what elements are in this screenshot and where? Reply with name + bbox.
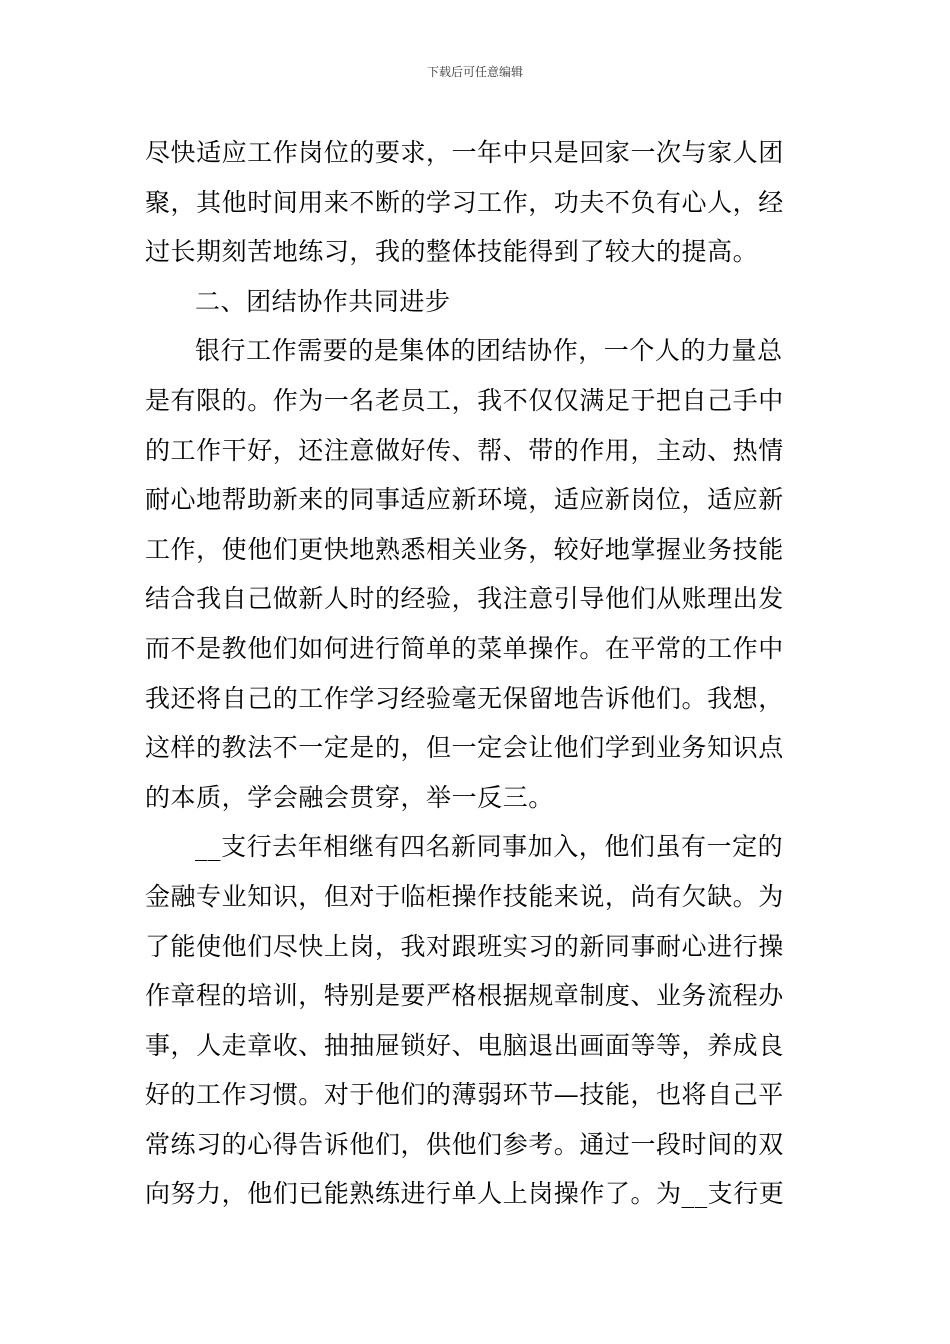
text-line: 常练习的心得告诉他们，供他们参考。通过一段时间的双 [145,1129,784,1159]
section-heading: 二、团结协作共同进步 [195,286,451,316]
text-line: 耐心地帮助新来的同事适应新环境，适应新岗位，适应新 [145,485,784,515]
text-line: 了能使他们尽快上岗，我对跟班实习的新同事耐心进行操 [145,931,784,961]
text-line: 的工作干好，还注意做好传、帮、带的作用，主动、热情 [145,435,784,465]
text-line: 过长期刻苦地练习，我的整体技能得到了较大的提高。 [145,237,759,267]
text-line: 作章程的培训，特别是要严格根据规章制度、业务流程办 [145,981,784,1011]
text-line: 聚，其他时间用来不断的学习工作，功夫不负有心人，经 [145,187,784,217]
text-line: 金融专业知识，但对于临柜操作技能来说，尚有欠缺。为 [145,881,784,911]
page-header: 下载后可任意编辑 [426,65,523,79]
document-body [145,128,810,1219]
text-line: 事，人走章收、抽抽屉锁好、电脑退出画面等等，养成良 [145,1030,784,1060]
text-line: 这样的教法不一定是的，但一定会让他们学到业务知识点 [145,733,784,763]
text-line: 的本质，学会融会贯穿，举一反三。 [145,782,554,812]
text-line: 尽快适应工作岗位的要求，一年中只是回家一次与家人团 [145,138,784,167]
text-line: 是有限的。作为一名老员工，我不仅仅满足于把自己手中 [145,385,784,415]
text-line: 向努力，他们已能熟练进行单人上岗操作了。为__支行更 [145,1179,785,1209]
text-line: 银行工作需要的是集体的团结协作，一个人的力量总 [195,336,783,366]
text-line: 结合我自己做新人时的经验，我注意引导他们从账理出发 [145,584,784,614]
text-line: 好的工作习惯。对于他们的薄弱环节—技能，也将自己平 [145,1080,784,1110]
text-line: 我还将自己的工作学习经验毫无保留地告诉他们。我想， [145,683,784,713]
text-line: 而不是教他们如何进行简单的菜单操作。在平常的工作中 [145,633,784,663]
text-line: __支行去年相继有四名新同事加入，他们虽有一定的 [195,832,784,862]
text-line: 工作，使他们更快地熟悉相关业务，较好地掌握业务技能 [145,534,784,564]
